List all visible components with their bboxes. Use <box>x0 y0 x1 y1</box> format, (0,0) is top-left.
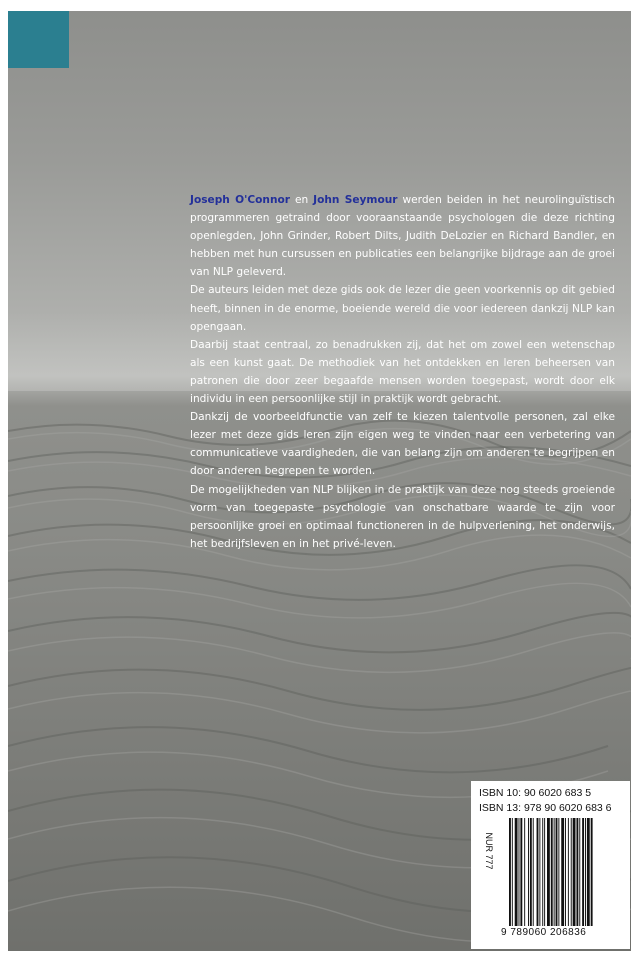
nur-code: NUR 777 <box>484 832 494 870</box>
blurb-paragraph-1 <box>190 191 615 281</box>
blurb-paragraph-2: De auteurs leiden met deze gids ook de lezer die geen voorkennis op dit gebied heeft, binnen in de enorme, boeiende wereld die voor iedereen dankzij NLP kan opengaan. <box>190 284 615 333</box>
isbn-13: ISBN 13: 978 90 6020 683 6 <box>479 802 612 814</box>
isbn-box <box>471 781 630 949</box>
blurb-text <box>190 191 615 553</box>
book-back-cover <box>8 11 631 951</box>
accent-square <box>8 11 69 68</box>
blurb-paragraph-5: De mogelijkheden van NLP blijken in de praktijk van deze nog steeds groeiende vorm van toegepaste psychologie van onschatbare waarde te zijn voor persoonlijke groei en optimaal functioneren in de hulpverlening, het onderwijs, het bedrijfsleven en in het privé-leven. <box>190 483 615 550</box>
barcode <box>509 818 622 926</box>
isbn-10: ISBN 10: 90 6020 683 5 <box>479 787 592 799</box>
barcode-digits: 9 789060 206836 <box>501 927 587 938</box>
author-name-1: Joseph O'Connor <box>190 194 290 206</box>
author-name-2: John Seymour <box>313 194 398 206</box>
blurb-paragraph-1-rest: werden beiden in het neurolinguïstisch programmeren getraind door vooraanstaande psychologen die deze richting openlegden, John Grinder, Robert Dilts, Judith DeLozier en Richard Bandler, en hebben met hun cursussen en publicaties een belangrijke bijdrage aan de groei van NLP geleverd. <box>190 194 615 279</box>
blurb-paragraph-3: Daarbij staat centraal, zo benadrukken zij, dat het om zowel een wetenschap als een kunst gaat. De methodiek van het ontdekken en leren beheersen van patronen die door zeer begaafde mensen worden toegepast, wordt door elk individu in een persoonlijke stijl in praktijk wordt gebracht. <box>190 338 615 406</box>
blurb-paragraph-4: Dankzij de voorbeeldfunctie van zelf te kiezen talentvolle personen, zal elke lezer met deze gids leren zijn eigen weg te vinden naar een verbetering van communicatieve vaardigheden, die van belang zijn om anderen te begrijpen en door anderen begrepen te worden. <box>190 411 615 478</box>
author-connector: en <box>294 194 309 206</box>
